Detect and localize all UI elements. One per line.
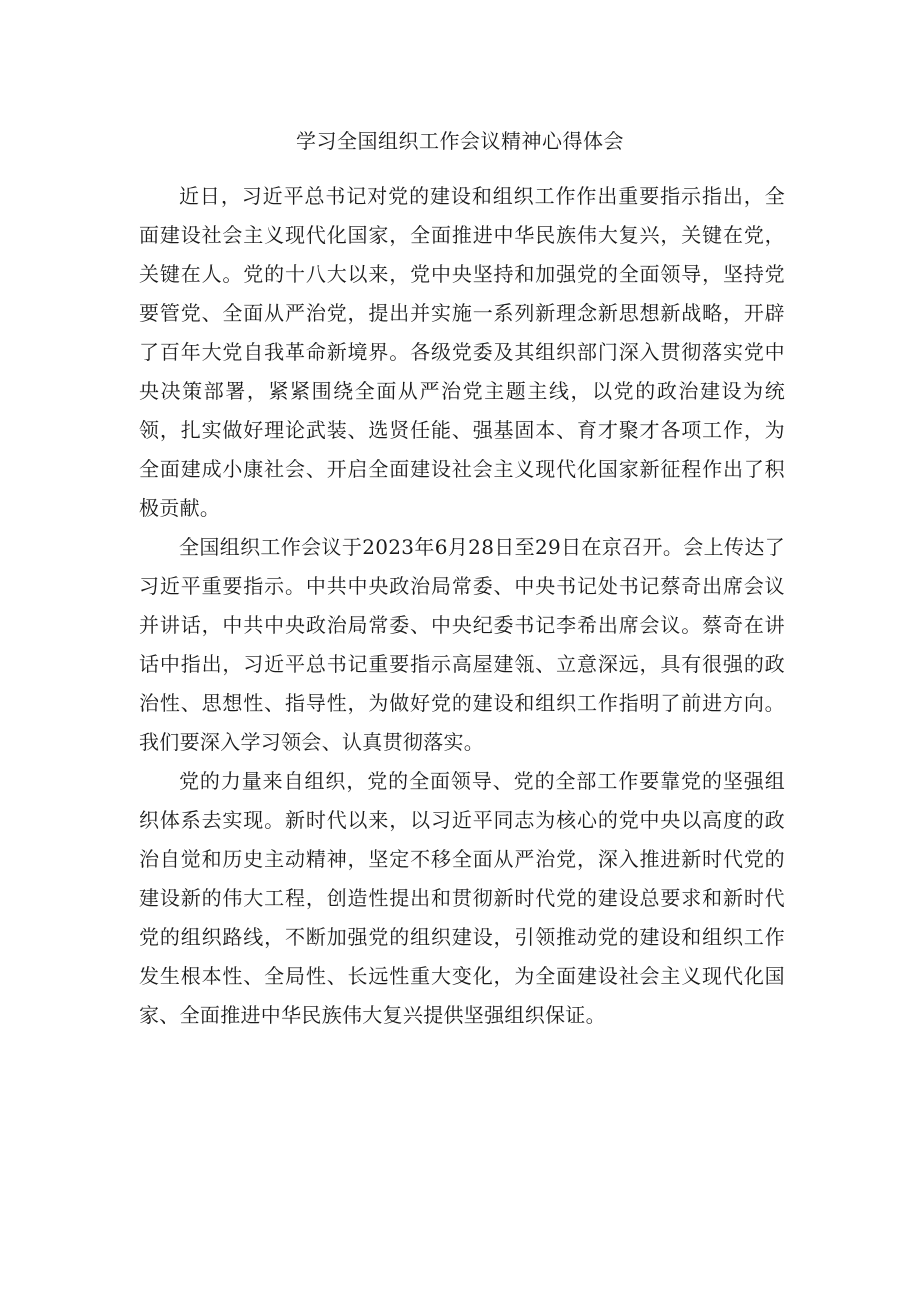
paragraph-1: 近日，习近平总书记对党的建设和组织工作作出重要指示指出，全面建设社会主义现代化国家，全面推进中华民族伟大复兴，关键在党，关键在人。党的十八大以来，党中央坚持和加强党的全面领导，坚持党要管党、全面从严治党，提出并实施一系列新理念新思想新战略，开辟了百年大党自我革命新境界。各级党委及其组织部门深入贯彻落实党中央决策部署，紧紧围绕全面从严治党主题主线，以党的政治建设为统领，扎实做好理论武装、选贤任能、强基固本、育才聚才各项工作，为全面建成小康社会、开启全面建设社会主义现代化国家新征程作出了积极贡献。 [139, 184, 785, 520]
document-body [139, 177, 785, 1035]
paragraph-3: 党的力量来自组织，党的全面领导、党的全部工作要靠党的坚强组织体系去实现。新时代以来，以习近平同志为核心的党中央以高度的政治自觉和历史主动精神，坚定不移全面从严治党，深入推进新时代党的建设新的伟大工程，创造性提出和贯彻新时代党的建设总要求和新时代党的组织路线，不断加强党的组织建设，引领推动党的建设和组织工作发生根本性、全局性、长远性重大变化，为全面建设社会主义现代化国家、全面推进中华民族伟大复兴提供坚强组织保证。 [139, 769, 785, 1027]
paragraph-2: 全国组织工作会议于2023年6月28日至29日在京召开。会上传达了习近平重要指示。中共中央政治局常委、中央书记处书记蔡奇出席会议并讲话，中共中央政治局常委、中央纪委书记李希出席会议。蔡奇在讲话中指出，习近平总书记重要指示高屋建瓴、立意深远，具有很强的政治性、思想性、指导性，为做好党的建设和组织工作指明了前进方向。我们要深入学习领会、认真贯彻落实。 [139, 535, 785, 754]
document-title: 学习全国组织工作会议精神心得体会 [296, 129, 624, 153]
